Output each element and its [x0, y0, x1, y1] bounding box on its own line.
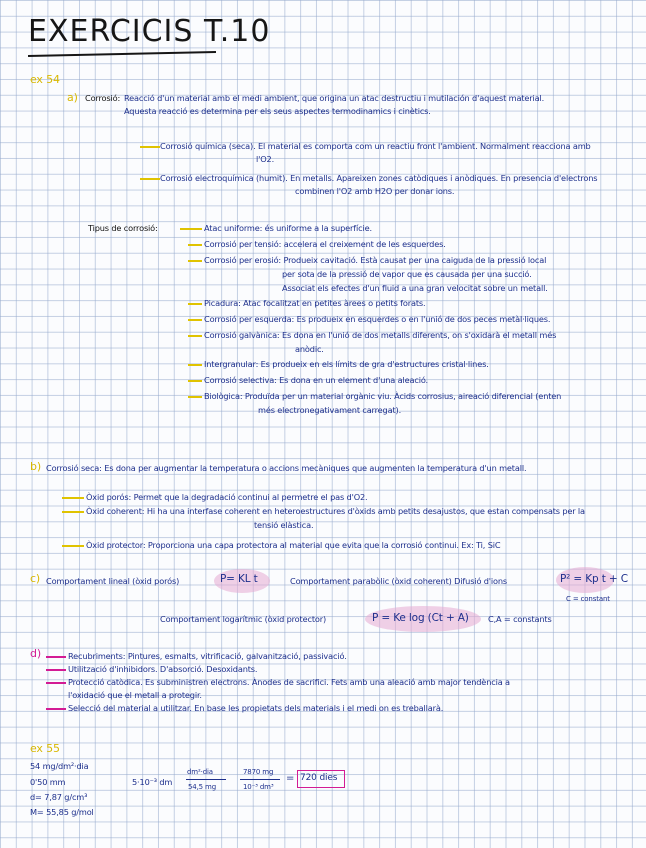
oxide-type-item: tensió elàstica. [254, 520, 314, 530]
logarithmic-formula: P = Ke log (Ct + A) [372, 612, 469, 624]
protection-method-item: Recubriments: Pintures, esmalts, vitrificació, galvanització, passivació. [68, 651, 347, 661]
exercise-55-label: ex 55 [30, 742, 60, 755]
yellow-dash [140, 146, 160, 148]
corrosion-type-item: més electronegativament carregat). [258, 405, 402, 415]
corrosion-type-item: Atac uniforme: és uniforme a la superfície. [204, 223, 372, 233]
chemical-corrosion-line: Corrosió química (seca). El material es comporta com un reactiu front l'ambient. Normalment reacciona amb [160, 141, 591, 151]
yellow-dash [188, 319, 202, 321]
oxide-type-item: Òxid coherent: Hi ha una interfase coherent en heteroestructures d'òxids amb petits desajustos, que estan compensats per la [86, 506, 585, 516]
corrosion-definition-line: Aquesta reacció es determina per els seus aspectes termodinamics i cinètics. [124, 106, 431, 116]
corrosion-type-item: Corrosió selectiva: Es dona en un element d'una aleació. [204, 375, 428, 385]
given-value: d= 7,87 g/cm³ [30, 792, 88, 802]
oxide-type-item: Òxid porós: Permet que la degradació continui al permetre el pas d'O2. [86, 492, 368, 502]
result-value: 720 dies [300, 773, 338, 783]
chemical-corrosion-line: l'O2. [256, 154, 275, 164]
corrosion-type-item: Associat els efectes d'un fluid a una gran velocitat sobre un metall. [282, 283, 548, 293]
yellow-dash [62, 545, 84, 547]
parabolic-behaviour: Comportament parabòlic (òxid coherent) Difusió d'ions [290, 576, 508, 586]
linear-behaviour: Comportament lineal (òxid porós) [46, 576, 180, 586]
fraction-numerator: 7870 mg [243, 768, 274, 776]
given-value: 54 mg/dm²·dia [30, 761, 89, 771]
given-value: M= 55,85 g/mol [30, 807, 94, 817]
protection-method-item: Protecció catòdica. Es subministren electrons. Ànodes de sacrifici. Fets amb una aleació amb major tendència a [68, 677, 510, 687]
corrosion-type-item: Corrosió per esquerda: Es produeix en esquerdes o en l'unió de dos peces metàl·liques. [204, 314, 551, 324]
logarithmic-behaviour: Comportament logarítmic (òxid protector) [160, 614, 327, 624]
yellow-dash [188, 244, 202, 246]
equals-sign: = [286, 773, 295, 784]
fraction-denominator: 54,5 mg [188, 783, 217, 791]
magenta-dash [46, 669, 66, 671]
magenta-dash [46, 656, 66, 658]
constants-note: C,A = constants [488, 614, 552, 624]
linear-formula: P= KL t [220, 573, 258, 585]
electrochemical-corrosion-line: combinen l'O2 amb H2O per donar ions. [295, 186, 455, 196]
corrosion-type-item: Corrosió per tensió: accelera el creixement de les esquerdes. [204, 239, 446, 249]
corrosion-definition-line: Reacció d'un material amb el medi ambient, que origina un atac destructiu i mutilación d'aquest material. [124, 93, 545, 103]
part-b-marker: b) [30, 460, 41, 473]
parabolic-formula: P² = Kp t + C [560, 573, 628, 585]
yellow-dash [188, 380, 202, 382]
page-title: EXERCICIS T.10 [28, 14, 271, 49]
corrosion-term: Corrosió: [85, 93, 121, 103]
part-d-marker: d) [30, 647, 41, 660]
corrosion-type-item: Corrosió galvànica: Es dona en l'unió de dos metalls diferents, on s'oxidarà el metall més [204, 330, 557, 340]
corrosion-type-item: Picadura: Atac focalitzat en petites àrees o petits forats. [204, 298, 426, 308]
fraction-bar [240, 779, 280, 780]
dry-corrosion-line: Corrosió seca: Es dona per augmentar la temperatura o accions mecàniques que augmenten la temperatura d'un metall. [46, 463, 527, 473]
corrosion-type-item: Biològica: Produïda per un material orgànic viu. Àcids corrosius, aireació diferencial (enten [204, 391, 562, 401]
yellow-dash [188, 396, 202, 398]
yellow-dash [180, 228, 202, 230]
corrosion-type-item: per sota de la pressió de vapor que es causada per una succió. [282, 269, 532, 279]
corrosion-type-item: Corrosió per erosió: Produeix cavitació. Està causat per una caiguda de la pressió local [204, 255, 547, 265]
magenta-dash [46, 708, 66, 710]
part-a-marker: a) [67, 91, 78, 104]
calculation-start: 5·10⁻³ dm [132, 777, 173, 787]
fraction-bar [186, 779, 226, 780]
oxide-type-item: Òxid protector: Proporciona una capa protectora al material que evita que la corrosió continui. Ex: Ti, SiC [86, 540, 501, 550]
corrosion-type-item: Intergranular: Es produeix en els límits de gra d'estructures cristal·lines. [204, 359, 489, 369]
protection-method-item: Utilització d'inhibidors. D'absorció. Desoxidants. [68, 664, 258, 674]
yellow-dash [188, 335, 202, 337]
yellow-dash [188, 364, 202, 366]
yellow-dash [62, 497, 84, 499]
yellow-dash [140, 178, 160, 180]
constant-note: C = constant [566, 595, 610, 603]
yellow-dash [62, 511, 84, 513]
corrosion-type-item: anòdic. [295, 344, 324, 354]
given-value: 0'50 mm [30, 777, 66, 787]
corrosion-types-label: Tipus de corrosió: [88, 223, 158, 233]
yellow-dash [188, 260, 202, 262]
magenta-dash [46, 682, 66, 684]
fraction-numerator: dm²·dia [187, 768, 213, 776]
electrochemical-corrosion-line: Corrosió electroquímica (humit). En metalls. Apareixen zones catòdiques i anòdiques. En presencia d'electrons [160, 173, 598, 183]
protection-method-item: Selecció del material a utilitzar. En base les propietats dels materials i el medi on es treballarà. [68, 703, 444, 713]
exercise-54-label: ex 54 [30, 73, 60, 86]
part-c-marker: c) [30, 572, 41, 585]
protection-method-item: l'oxidació que el metall a protegir. [68, 690, 202, 700]
yellow-dash [188, 303, 202, 305]
fraction-denominator: 10⁻³ dm³ [243, 783, 274, 791]
